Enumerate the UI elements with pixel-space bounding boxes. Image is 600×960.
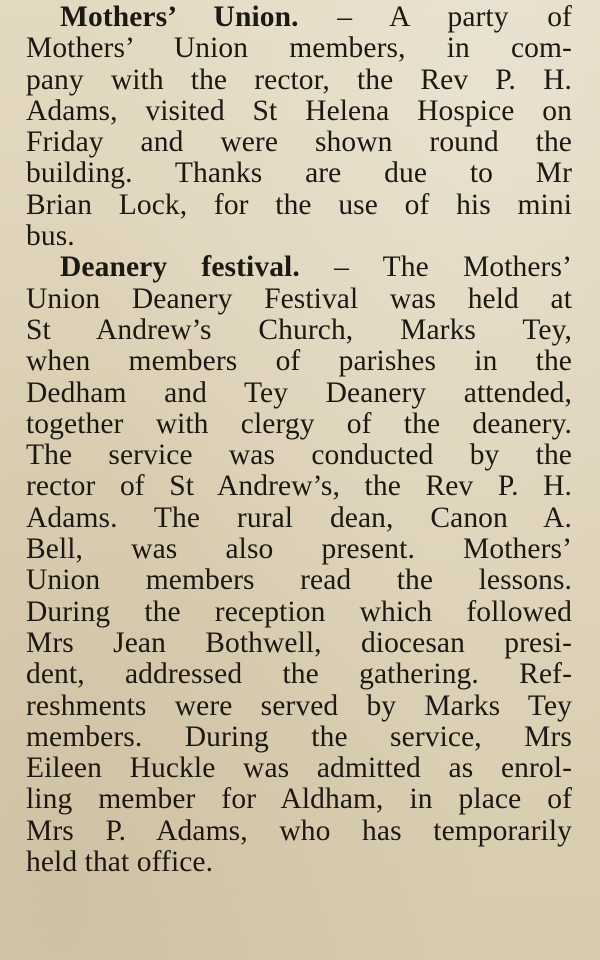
text-line: rector of St Andrew’s, the Rev P. H. [26,470,572,503]
text-line: Bell, was also present. Mothers’ [26,533,572,566]
text-line: reshments were served by Marks Tey [26,689,572,722]
text-line: The service was conducted by the [26,439,572,472]
paragraph-heading: Mothers’ Union. [60,1,299,33]
text-line: held that office. [26,846,214,879]
text-line: During the reception which followed [26,595,572,628]
text-line [26,252,572,283]
text-line: together with clergy of the deanery. [26,407,572,440]
text-line: Mrs Jean Bothwell, diocesan presi- [26,626,572,659]
paragraph-mothers-union [26,2,572,252]
text-line: ling member for Aldham, in place of [26,783,572,816]
text-line: Brian Lock, for the use of his mini [26,188,572,221]
text-line: Union members read the lessons. [26,564,572,597]
text-line: Adams. The rural dean, Canon A. [26,501,572,534]
text-line: Mothers’ Union members, in com- [26,32,572,65]
article-column [26,2,572,878]
text-line: Dedham and Tey Deanery attended, [26,376,572,409]
text-line: Eileen Huckle was admitted as enrol- [26,752,572,785]
paragraph-deanery-festival [26,252,572,878]
text-line: pany with the rector, the Rev P. H. [26,63,572,96]
paragraph-heading: Deanery festival. [60,251,300,284]
text-line: bus. [26,220,75,253]
text-line: Adams, visited St Helena Hospice on [26,94,572,127]
text-line [26,2,572,33]
text-line: Friday and were shown round the [26,126,572,159]
text-line: dent, addressed the gathering. Ref- [26,658,572,691]
text-line: Union Deanery Festival was held at [26,282,572,315]
text-line: when members of parishes in the [26,345,572,378]
text-line: St Andrew’s Church, Marks Tey, [26,313,572,346]
text-line: Mrs P. Adams, who has temporarily [26,814,572,847]
text-line: members. During the service, Mrs [26,720,572,753]
text-line: building. Thanks are due to Mr [26,157,572,190]
line-text: – A party of [298,1,572,33]
line-text: – The Mothers’ [299,251,572,284]
